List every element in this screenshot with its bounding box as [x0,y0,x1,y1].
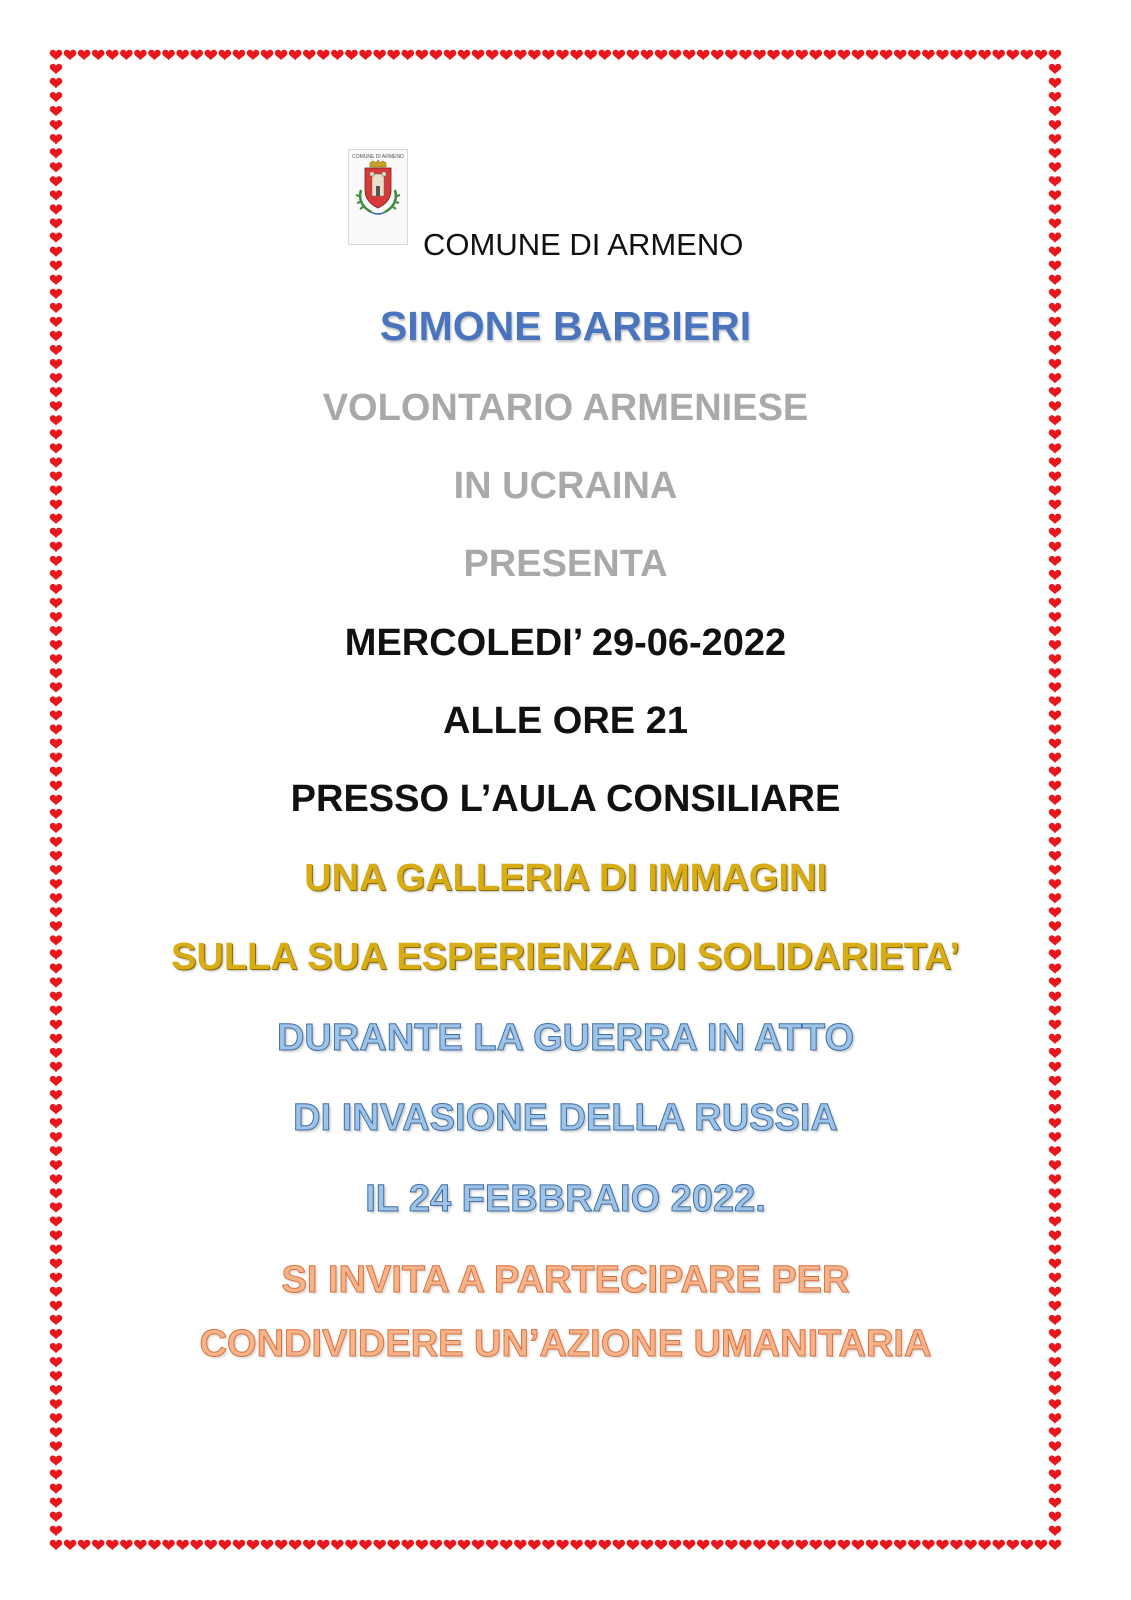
heart-icon [528,1540,541,1550]
heart-icon [219,50,232,60]
heart-icon [50,1498,63,1508]
heart-icon [50,1146,63,1156]
heart-icon [781,1540,794,1550]
heart-icon [1006,1540,1019,1550]
heart-icon [472,50,485,60]
heart-icon [1049,584,1062,594]
heart-icon [725,50,738,60]
heart-icon [556,1540,569,1550]
heart-icon [613,50,626,60]
heart-icon [275,1540,288,1550]
heart-icon [134,1540,147,1550]
presents-label: PRESENTA [463,543,668,585]
heart-icon [908,1540,921,1550]
heart-icon [1049,907,1062,917]
heart-icon [1049,148,1062,158]
heart-icon [1049,1498,1062,1508]
heart-icon [50,1301,63,1311]
heart-icon [176,1540,189,1550]
heart-icon [1049,1231,1062,1241]
heart-icon [50,598,63,608]
heart-icon [345,50,358,60]
description-line-5: IL 24 FEBBRAIO 2022. [365,1178,766,1220]
heart-icon [50,584,63,594]
heart-icon [1049,978,1062,988]
heart-icon [781,50,794,60]
heart-icon [1049,1455,1062,1465]
heart-icon [880,1540,893,1550]
heart-icon [810,50,823,60]
heart-icon [50,233,63,243]
heart-icon [1049,429,1062,439]
heart-icon [472,1540,485,1550]
heart-icon [190,50,203,60]
heart-icon [401,50,414,60]
heart-icon [486,1540,499,1550]
heart-icon [739,50,752,60]
heart-icon [711,1540,724,1550]
heart-icon [936,1540,949,1550]
heart-icon [1049,275,1062,285]
description-line-4: DI INVASIONE DELLA RUSSIA [293,1097,838,1139]
heart-icon [1049,1512,1062,1522]
description-line-2: SULLA SUA ESPERIENZA DI SOLIDARIETA’ [171,936,960,978]
heart-icon [50,443,63,453]
heart-icon [148,50,161,60]
heart-icon [514,50,527,60]
heart-icon [176,50,189,60]
heart-icon [641,1540,654,1550]
heart-icon [753,50,766,60]
heart-icon [120,50,133,60]
heart-icon [50,120,63,130]
heart-icon [50,1441,63,1451]
heart-icon [373,1540,386,1550]
heart-icon [655,1540,668,1550]
heart-icon [669,1540,682,1550]
heart-icon [1049,443,1062,453]
heart-icon [669,50,682,60]
heart-icon [1049,64,1062,74]
heart-icon [992,1540,1005,1550]
heart-icon [303,50,316,60]
heart-icon [78,50,91,60]
heart-icon [1049,1062,1062,1072]
heart-icon [50,1413,63,1423]
invitation-line-2: CONDIVIDERE UN’AZIONE UMANITARIA [199,1323,932,1365]
heart-icon [345,1540,358,1550]
heart-icon [556,50,569,60]
heart-icon [1049,1399,1062,1409]
heart-icon [894,50,907,60]
heart-icon [1049,233,1062,243]
heart-icon [1049,204,1062,214]
event-venue: PRESSO L’AULA CONSILIARE [290,778,841,820]
heart-icon [50,106,63,116]
heart-icon [204,50,217,60]
heart-icon [1049,1427,1062,1437]
heart-icon [50,1231,63,1241]
coat-of-arms-emblem [348,149,408,245]
heart-icon [500,1540,513,1550]
heart-icon [528,50,541,60]
heart-icon [50,1470,63,1480]
heart-icon [1049,837,1062,847]
heart-icon [401,1540,414,1550]
heart-icon [1049,247,1062,257]
heart-icon [50,1245,63,1255]
heart-icon [1049,120,1062,130]
heart-icon [725,1540,738,1550]
heart-icon [1049,373,1062,383]
heart-icon [1049,528,1062,538]
heart-icon [148,1540,161,1550]
heart-icon [1049,1301,1062,1311]
heart-icon [50,992,63,1002]
heart-icon [64,1540,77,1550]
heart-icon [1049,1245,1062,1255]
heart-icon [641,50,654,60]
heart-icon [1049,682,1062,692]
heart-icon [1049,739,1062,749]
heart-icon [500,50,513,60]
heart-icon [992,50,1005,60]
heart-icon [1049,1385,1062,1395]
heart-icon [50,1455,63,1465]
heart-icon [1049,823,1062,833]
heart-icon [50,134,63,144]
heart-icon [866,50,879,60]
heart-icon [120,1540,133,1550]
heart-icon [810,1540,823,1550]
heart-icon [922,1540,935,1550]
heart-icon [838,1540,851,1550]
heart-icon [753,1540,766,1550]
heart-icon [1049,289,1062,299]
heart-icon [950,50,963,60]
heart-icon [1006,50,1019,60]
heart-icon [50,190,63,200]
heart-icon [697,1540,710,1550]
heart-icon [613,1540,626,1550]
heart-icon [950,1540,963,1550]
heart-icon [542,50,555,60]
heart-icon [514,1540,527,1550]
heart-icon [1049,612,1062,622]
heart-icon [627,50,640,60]
heart-icon [50,247,63,257]
heart-icon [50,359,63,369]
heart-icon [289,50,302,60]
heart-icon [106,50,119,60]
heart-icon [50,50,63,60]
heart-icon [416,1540,429,1550]
heart-icon [1049,921,1062,931]
heart-icon [1049,218,1062,228]
heart-icon [1049,176,1062,186]
event-time: ALLE ORE 21 [443,700,688,742]
heart-icon [1049,1484,1062,1494]
heart-icon [486,50,499,60]
heart-icon [880,50,893,60]
heart-icon [162,1540,175,1550]
heart-icon [92,50,105,60]
heart-icon [866,1540,879,1550]
coat-of-arms-icon [349,150,407,244]
heart-icon [373,50,386,60]
heart-icon [458,50,471,60]
heart-icon [317,50,330,60]
heart-icon [922,50,935,60]
heart-icon [416,50,429,60]
heart-icon [289,1540,302,1550]
heart-icon [50,1512,63,1522]
heart-icon [1049,92,1062,102]
heart-icon [1049,261,1062,271]
heart-icon [359,1540,372,1550]
heart-icon [92,1540,105,1550]
heart-icon [1049,992,1062,1002]
heart-icon [964,50,977,60]
heart-icon [1049,1006,1062,1016]
heart-icon [978,50,991,60]
heart-icon [50,148,63,158]
heart-icon [134,50,147,60]
heart-icon [50,373,63,383]
heart-icon [219,1540,232,1550]
heart-icon [795,1540,808,1550]
heart-icon [458,1540,471,1550]
heart-icon [50,162,63,172]
heart-icon [430,1540,443,1550]
heart-icon [767,50,780,60]
heart-icon [1049,514,1062,524]
heart-icon [50,204,63,214]
description-line-3: DURANTE LA GUERRA IN ATTO [276,1017,854,1059]
heart-icon [683,50,696,60]
heart-icon [1049,190,1062,200]
heart-icon [584,50,597,60]
heart-icon [50,1427,63,1437]
heart-icon [50,1315,63,1325]
heart-icon [50,1160,63,1170]
heart-icon [50,921,63,931]
heart-icon [50,682,63,692]
heart-icon [1049,1146,1062,1156]
heart-icon [317,1540,330,1550]
heart-icon [50,289,63,299]
heart-icon [106,1540,119,1550]
invitation-line-1: SI INVITA A PARTECIPARE PER [281,1259,850,1301]
heart-icon [50,739,63,749]
heart-icon [50,978,63,988]
heart-icon [1021,1540,1034,1550]
heart-icon [50,823,63,833]
heart-icon [247,50,260,60]
heart-icon [444,50,457,60]
heart-icon [78,1540,91,1550]
heart-icon [1035,50,1048,60]
heart-icon [233,1540,246,1550]
heart-icon [50,1540,63,1550]
speaker-role-line-2: IN UCRAINA [453,465,678,507]
heart-icon [444,1540,457,1550]
heart-icon [50,1399,63,1409]
heart-icon [50,64,63,74]
heart-icon [570,50,583,60]
heart-icon [50,275,63,285]
heart-icon [542,1540,555,1550]
heart-icon [978,1540,991,1550]
heart-icon [1035,1540,1048,1550]
heart-icon [50,1484,63,1494]
heart-icon [1049,1160,1062,1170]
heart-icon [50,907,63,917]
heart-icon [1049,1216,1062,1226]
heart-icon [852,50,865,60]
heart-icon [387,1540,400,1550]
heart-icon [50,767,63,777]
heart-icon [767,1540,780,1550]
description-line-1: UNA GALLERIA DI IMMAGINI [304,857,827,899]
heart-icon [50,1385,63,1395]
heart-icon [936,50,949,60]
heart-icon [162,50,175,60]
heart-icon [908,50,921,60]
heart-icon [1049,134,1062,144]
heart-icon [739,1540,752,1550]
heart-icon [1049,106,1062,116]
heart-icon [204,1540,217,1550]
heart-icon [303,1540,316,1550]
heart-icon [1049,1076,1062,1086]
heart-icon [233,50,246,60]
heart-icon [1049,767,1062,777]
heart-icon [655,50,668,60]
heart-icon [50,528,63,538]
heart-icon [359,50,372,60]
heart-icon [584,1540,597,1550]
heart-icon [1049,598,1062,608]
heart-icon [697,50,710,60]
heart-icon [1049,50,1062,60]
heart-icon [1049,359,1062,369]
heart-icon [1049,78,1062,88]
heart-icon [1049,1371,1062,1381]
heart-icon [331,1540,344,1550]
heart-icon [570,1540,583,1550]
heart-icon [50,1216,63,1226]
heart-icon [50,837,63,847]
heart-icon [1049,1540,1062,1550]
heart-icon [64,50,77,60]
heart-icon [50,1371,63,1381]
heart-icon [50,612,63,622]
heart-icon [50,668,63,678]
heart-icon [261,50,274,60]
municipality-name: COMUNE DI ARMENO [423,227,744,262]
heart-icon [261,1540,274,1550]
heart-icon [598,1540,611,1550]
heart-icon [50,78,63,88]
heart-icon [1049,1315,1062,1325]
heart-icon [50,1076,63,1086]
heart-icon [1049,753,1062,763]
heart-icon [50,753,63,763]
speaker-role-line-1: VOLONTARIO ARMENIESE [322,387,809,429]
heart-icon [50,218,63,228]
heart-icon [1021,50,1034,60]
heart-icon [50,1062,63,1072]
heart-icon [964,1540,977,1550]
heart-icon [598,50,611,60]
heart-icon [894,1540,907,1550]
heart-icon [1049,162,1062,172]
heart-icon [683,1540,696,1550]
heart-icon [190,1540,203,1550]
heart-icon [824,50,837,60]
heart-icon [1049,668,1062,678]
svg-text:COMUNE DI ARMENO: COMUNE DI ARMENO [352,154,404,160]
event-date: MERCOLEDI’ 29-06-2022 [344,622,787,664]
heart-icon [50,514,63,524]
heart-icon [50,176,63,186]
heart-icon [50,1526,63,1536]
heart-icon [50,1006,63,1016]
heart-icon [824,1540,837,1550]
heart-icon [1049,1526,1062,1536]
heart-icon [247,1540,260,1550]
heart-icon [852,1540,865,1550]
heart-icon [1049,1470,1062,1480]
heart-icon [711,50,724,60]
heart-icon [387,50,400,60]
heart-icon [50,261,63,271]
heart-icon [838,50,851,60]
heart-icon [627,1540,640,1550]
heart-icon [1049,1441,1062,1451]
heart-icon [430,50,443,60]
speaker-name: SIMONE BARBIERI [379,303,752,349]
heart-icon [795,50,808,60]
heart-icon [50,429,63,439]
heart-icon [331,50,344,60]
heart-icon [275,50,288,60]
heart-icon [50,92,63,102]
heart-icon [1049,1413,1062,1423]
